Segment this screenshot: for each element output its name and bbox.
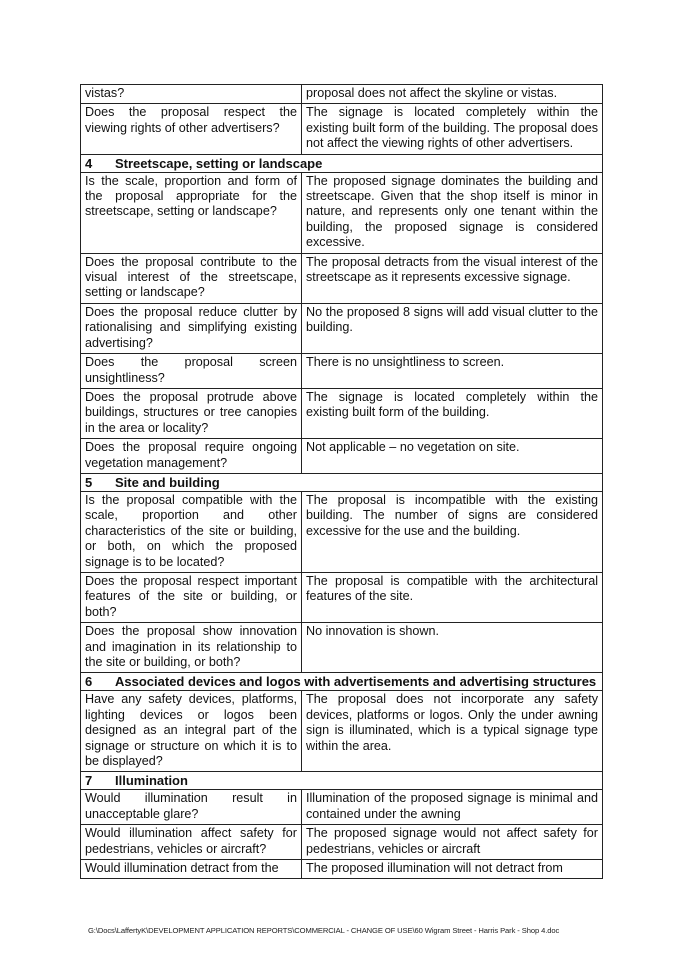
section-title: Illumination xyxy=(115,773,188,789)
question-cell: Would illumination affect safety for pedestrians, vehicles or aircraft? xyxy=(81,825,302,860)
answer-cell: The proposed illumination will not detract from xyxy=(302,860,603,879)
section-header-cell xyxy=(81,772,603,790)
answer-cell: The proposal detracts from the visual interest of the streetscape as it represents excessive signage. xyxy=(302,253,603,303)
question-cell: Would illumination detract from the xyxy=(81,860,302,879)
table-row xyxy=(81,439,603,474)
answer-cell: proposal does not affect the skyline or vistas. xyxy=(302,85,603,104)
answer-cell: The proposal is compatible with the architectural features of the site. xyxy=(302,572,603,622)
question-cell: Does the proposal respect the viewing rights of other advertisers? xyxy=(81,104,302,154)
table-row xyxy=(81,790,603,825)
answer-cell: No innovation is shown. xyxy=(302,623,603,673)
section-title: Associated devices and logos with advertisements and advertising structures xyxy=(115,674,597,690)
question-cell: Would illumination result in unacceptable glare? xyxy=(81,790,302,825)
answer-cell: No the proposed 8 signs will add visual clutter to the building. xyxy=(302,303,603,353)
file-path-footer: G:\Docs\LaffertyK\DEVELOPMENT APPLICATION REPORTS\COMMERCIAL - CHANGE OF USE\60 Wigram Street - Harris Park - Shop 4.doc xyxy=(88,926,560,935)
section-header-row xyxy=(81,772,603,790)
question-cell: Does the proposal screen unsightliness? xyxy=(81,354,302,389)
table-row xyxy=(81,85,603,104)
table-row xyxy=(81,388,603,438)
section-number: 6 xyxy=(85,674,93,690)
section-header-cell xyxy=(81,473,603,491)
section-number: 4 xyxy=(85,155,93,171)
question-cell: Does the proposal reduce clutter by rationalising and simplifying existing advertising? xyxy=(81,303,302,353)
question-cell: vistas? xyxy=(81,85,302,104)
assessment-document xyxy=(80,84,596,879)
answer-cell: The signage is located completely within the existing built form of the building. The proposal does not affect the viewing rights of other advertisers. xyxy=(302,104,603,154)
assessment-table xyxy=(80,84,603,879)
section-title: Streetscape, setting or landscape xyxy=(115,155,323,171)
assessment-table-body xyxy=(81,85,603,879)
section-header-row xyxy=(81,673,603,691)
answer-cell: The signage is located completely within the existing built form of the building. xyxy=(302,388,603,438)
question-cell: Does the proposal require ongoing vegetation management? xyxy=(81,439,302,474)
table-row xyxy=(81,623,603,673)
table-row xyxy=(81,253,603,303)
question-cell: Does the proposal contribute to the visual interest of the streetscape, setting or landscape? xyxy=(81,253,302,303)
section-header-cell xyxy=(81,154,603,172)
section-header-row xyxy=(81,473,603,491)
question-cell: Is the scale, proportion and form of the proposal appropriate for the streetscape, setting or landscape? xyxy=(81,172,302,253)
table-row xyxy=(81,691,603,772)
section-number: 5 xyxy=(85,474,93,490)
section-header-cell xyxy=(81,673,603,691)
answer-cell: Not applicable – no vegetation on site. xyxy=(302,439,603,474)
answer-cell: The proposed signage would not affect safety for pedestrians, vehicles or aircraft xyxy=(302,825,603,860)
section-number: 7 xyxy=(85,773,93,789)
answer-cell: There is no unsightliness to screen. xyxy=(302,354,603,389)
answer-cell: The proposal is incompatible with the existing building. The number of signs are considered excessive for the use and the building. xyxy=(302,491,603,572)
table-row xyxy=(81,491,603,572)
answer-cell: The proposed signage dominates the building and streetscape. Given that the shop itself is minor in nature, and represents only one tenant within the building, the proposed signage is considered excessive. xyxy=(302,172,603,253)
table-row xyxy=(81,172,603,253)
section-header-row xyxy=(81,154,603,172)
table-row xyxy=(81,572,603,622)
table-row xyxy=(81,354,603,389)
question-cell: Is the proposal compatible with the scale, proportion and other characteristics of the site or building, or both, on which the proposed signage is to be located? xyxy=(81,491,302,572)
answer-cell: Illumination of the proposed signage is minimal and contained under the awning xyxy=(302,790,603,825)
question-cell: Does the proposal show innovation and imagination in its relationship to the site or building, or both? xyxy=(81,623,302,673)
table-row xyxy=(81,825,603,860)
table-row xyxy=(81,860,603,879)
question-cell: Does the proposal protrude above buildings, structures or tree canopies in the area or locality? xyxy=(81,388,302,438)
question-cell: Does the proposal respect important features of the site or building, or both? xyxy=(81,572,302,622)
table-row xyxy=(81,104,603,154)
question-cell: Have any safety devices, platforms, lighting devices or logos been designed as an integral part of the signage or structure on which it is to be displayed? xyxy=(81,691,302,772)
section-title: Site and building xyxy=(115,474,220,490)
answer-cell: The proposal does not incorporate any safety devices, platforms or logos. Only the under awning sign is illuminated, which is a typical signage type within the area. xyxy=(302,691,603,772)
table-row xyxy=(81,303,603,353)
